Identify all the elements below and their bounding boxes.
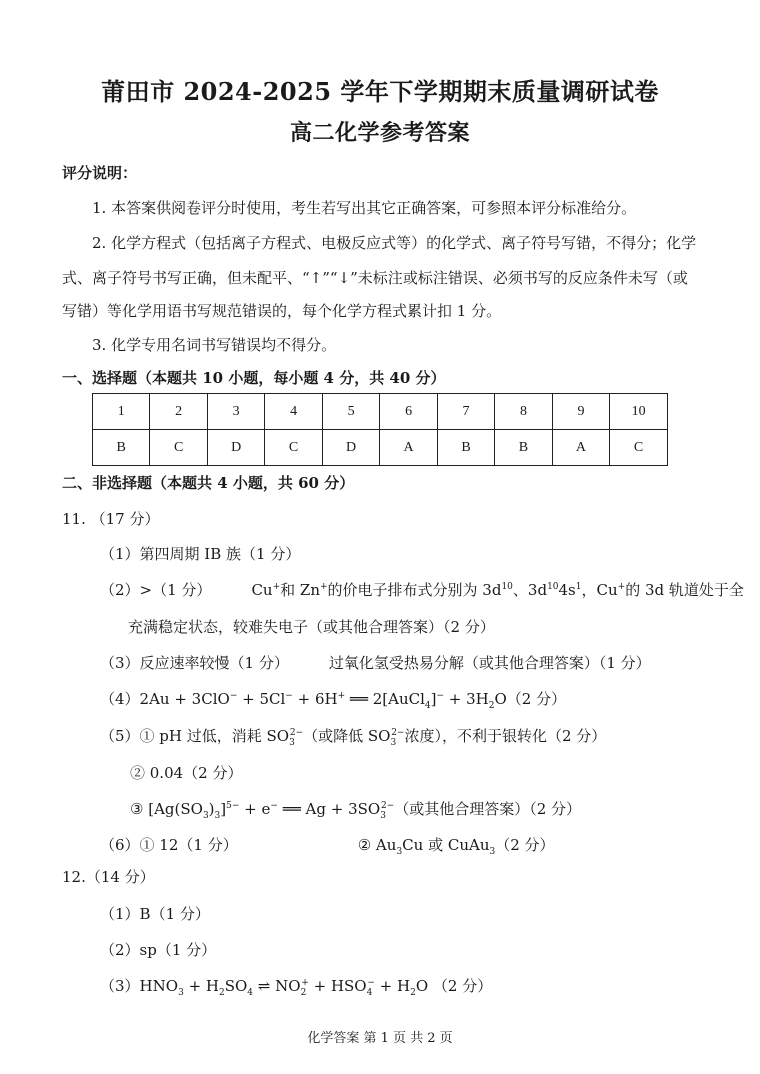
answer-table-numbers-row [93,394,668,430]
text: ② Au [357,836,397,854]
sup: − [367,978,375,988]
text: O （2 分） [415,977,493,995]
sub: 2 [410,988,416,998]
text: ══ Ag + 3SO [277,800,381,818]
sup: 2− [289,728,304,738]
scoring-heading: 评分说明： [62,164,138,182]
text: ⇌ NO [253,977,301,995]
text: 的价电子排布式分别为 3d [327,581,502,599]
table-cell: C [150,430,207,466]
table-cell: 9 [552,394,610,430]
text: SO [224,977,248,995]
sup: + [319,582,328,592]
table-cell: A [380,430,438,466]
sub: 4 [247,988,254,998]
text: （3）HNO [100,977,179,995]
section1-heading: 一、选择题（本题共 10 小题，每小题 4 分，共 40 分） [62,369,446,387]
sup: + [301,978,309,988]
q11-part1: （1）第四周期 ⅠB 族（1 分） [100,545,301,563]
sup: − [285,691,293,701]
sub: 2 [218,988,225,998]
text: 4s [558,581,576,599]
q12-part2: （2）sp（1 分） [100,941,217,959]
sub: 4 [366,988,373,998]
text: + H [374,977,411,995]
sup: 2− [391,728,405,738]
sup: − [229,691,238,701]
text: 过氧化氢受热易分解（或其他合理答案）（1 分） [328,654,651,672]
text: ] [220,800,227,818]
scoring-rule-3: 3. 化学专用名词书写错误均不得分。 [92,336,337,354]
sup: − [270,801,278,811]
scoring-rule-2-end: 写错）等化学用语书写规范错误的，每个化学方程式累计扣 1 分。 [62,302,502,320]
sup: − [436,691,445,701]
text: ] [430,690,437,708]
table-cell: A [552,430,610,466]
table-cell: 4 [265,394,322,430]
section2-heading: 二、非选择题（本题共 4 小题，共 60 分） [62,474,355,492]
sub: 3 [489,847,496,857]
text: Cu 或 CuAu [402,836,490,854]
q11-part6 [100,834,555,857]
scoring-rule-2: 2. 化学方程式（包括离子方程式、电极反应式等）的化学式、离子符号写错，不得分；化学 [92,234,697,252]
table-cell: B [437,430,494,466]
text: （或降低 SO [303,727,391,745]
page-subtitle: 高二化学参考答案 [289,120,470,146]
text: 和 Zn [280,581,320,599]
sub: 3 [178,988,184,998]
answer-table [92,393,668,466]
text: （4）2Au + 3ClO [100,690,230,708]
sup: 1 [575,582,582,592]
text: （5）① pH 过低，消耗 SO [100,727,290,745]
table-cell: 10 [610,394,668,430]
text: （或其他合理答案）（2 分） [394,800,582,818]
q12-header: 12.（14 分） [62,868,155,886]
table-cell: C [265,430,322,466]
text: 、3d [512,581,548,599]
table-cell: 6 [380,394,438,430]
text: + 5Cl [237,690,286,708]
q11-part2 [100,579,744,600]
q11-part5-1 [100,725,606,748]
text: + 6H [292,690,338,708]
q11-header: 11. （17 分） [62,510,160,528]
text: ) [208,800,215,818]
table-cell: B [93,430,150,466]
table-cell: D [207,430,265,466]
table-cell: 3 [207,394,265,430]
text: + 3H [444,690,489,708]
q11-part2-cont: 充满稳定状态，较难失电子（或其他合理答案）（2 分） [128,618,495,636]
table-cell: B [495,430,552,466]
scoring-rule-1: 1. 本答案供阅卷评分时使用，考生若写出其它正确答案，可参照本评分标准给分。 [92,199,637,217]
text: ，Cu [581,581,618,599]
sup: 2− [380,801,395,811]
q11-part5-2: ② 0.04（2 分） [130,764,243,782]
text: 的 3d 轨道处于全 [625,581,744,599]
table-cell: 8 [495,394,552,430]
sup: 10 [547,582,559,592]
sup: + [617,582,626,592]
sub: 2 [488,701,495,711]
text: ③ [Ag(SO [130,800,203,818]
page-title: 莆田市 2024-2025 学年下学期期末质量调研试卷 [101,77,659,106]
q11-part4 [100,688,566,711]
sub: 3 [202,811,209,821]
text: + HSO [308,977,367,995]
q11-part3 [100,652,651,673]
sup: + [272,582,281,592]
sub: 3 [390,738,397,748]
page-footer: 化学答案 第 1 页 共 2 页 [307,1031,453,1046]
q12-part3 [100,975,492,998]
sup: 5− [226,801,240,811]
text: 浓度），不利于银转化（2 分） [404,727,607,745]
q11-part2-label: （2）>（1 分） [100,581,212,599]
text: （6）① 12（1 分） [100,836,238,854]
text: （2 分） [495,836,555,854]
text: ══ 2[AuCl [345,690,425,708]
sub: 3 [214,811,221,821]
sup: + [337,691,346,701]
sub: 3 [396,847,403,857]
sub: 2 [300,988,307,998]
table-cell: 7 [437,394,494,430]
q12-part1: （1）B（1 分） [100,905,210,923]
scoring-rule-2-cont: 式、离子符号书写正确，但未配平、“↑”“↓”未标注或标注错误、必须书写的反应条件未写（或 [62,269,688,287]
sub: 3 [380,811,386,821]
answer-table-answers-row [93,430,668,466]
table-cell: C [610,430,668,466]
text: Cu [251,581,273,599]
table-cell: D [322,430,380,466]
text: （3）反应速率较慢（1 分） [100,654,289,672]
table-cell: 5 [322,394,380,430]
sup: 10 [501,582,513,592]
table-cell: 1 [93,394,150,430]
sub: 4 [424,701,431,711]
q11-part5-3 [130,798,581,821]
text: + e [239,800,271,818]
sub: 3 [289,738,295,748]
table-cell: 2 [150,394,207,430]
text: + H [183,977,219,995]
text: O（2 分） [494,690,567,708]
